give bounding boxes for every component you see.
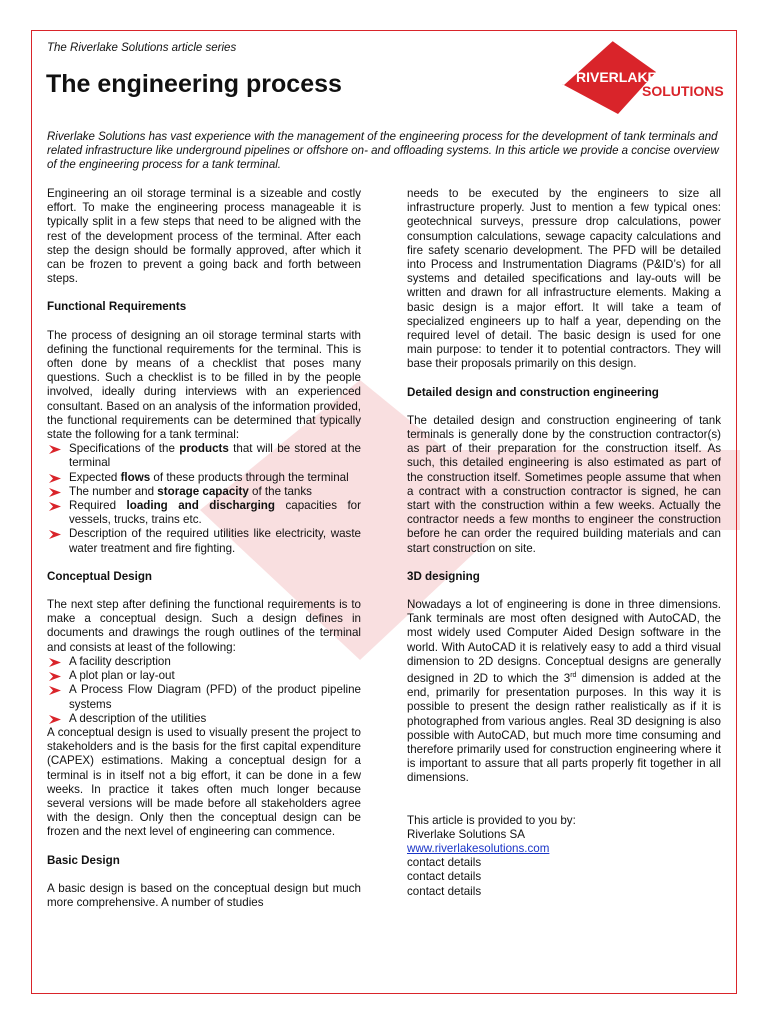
bullet-icon (49, 502, 61, 511)
contact-detail: contact details (407, 884, 482, 898)
heading-detailed-design: Detailed design and construction engineering (407, 385, 659, 399)
bullet-icon (49, 445, 61, 454)
website-link[interactable]: www.riverlakesolutions.com (407, 841, 550, 855)
intro-paragraph: Riverlake Solutions has vast experience with the management of the engineering process for the development of tank terminals and related infrastructure like underground pipelines or offshore on- and offloading systems. In this article we provide a concise overview of the engineering process for a tank terminal. (47, 131, 719, 171)
paragraph-detailed: The detailed design and construction engineering of tank terminals is generally done by the construction contractor(s) as part of their preparation for the construction itself. As such, this detailed engineering is also estimated as part of the construction itself. Sometimes people assume that when a contract with a construction contractor is signed, he can start with the construction within a few weeks. Actually the contractor needs a few months to engineer the construction before he can order the required building materials and can start construction on site. (407, 413, 721, 555)
heading-functional-requirements: Functional Requirements (47, 300, 187, 314)
functional-requirements-list (47, 442, 361, 556)
left-column (47, 187, 361, 924)
contact-detail: contact details (407, 856, 482, 870)
paragraph-basic-continued: needs to be executed by the engineers to size all infrastructure properly. Just to mention a few typical ones: geotechnical surveys, pressure drop calculations, power consumption calculations, sewage capacity calculations and fire safety scenario development. The PFD will be detailed into Process and Instrumentation Diagrams (P&ID’s) for all systems and detailed specifications and lay-outs will be written and drawn for all infrastructure elements. Making a basic design is a major effort. It will take a team of specialized engineers up to half a year, depending on the required level of detail. The basic design is used for one main purpose: to tender it to potential contractors. They will base their proposals primarily on this design. (407, 187, 721, 371)
right-column (407, 187, 721, 899)
bullet-icon (49, 686, 61, 695)
paragraph-conceptual: The next step after defining the functional requirements is to make a conceptual design. Such a design defines in documents and drawings the rough outlines of the terminal and consists at least of the following: (47, 598, 361, 654)
list-item: A Process Flow Diagram (PFD) of the product pipeline systems (47, 683, 361, 711)
bullet-icon (49, 474, 61, 483)
list-item: Required loading and discharging capacities for vessels, trucks, trains etc. (47, 499, 361, 527)
paragraph-conceptual-2: A conceptual design is used to visually present the project to stakeholders and is the basis for the first capital expenditure (CAPEX) estimations. Making a conceptual design for a terminal is in itself not a big effort, it can be done in a few weeks. In practice it takes often much longer because several versions will be made before all stakeholders agree with the design. Only then the conceptual design can be frozen and the next level of engineering can commence. (47, 725, 361, 839)
conceptual-design-list (47, 655, 361, 726)
bullet-icon (49, 658, 61, 667)
contact-block (407, 814, 721, 899)
list-item: A plot plan or lay-out (47, 669, 361, 683)
paragraph-functional: The process of designing an oil storage terminal starts with defining the functional requirements for the terminal. This is often done by means of a checklist that poses many questions. Such a checklist is to be filled in by the people involved, ideally during interviews with an experienced consultant. Based on an analysis of the information provided, the functional requirements can be determined that typically state the following for a tank terminal: (47, 328, 361, 442)
bullet-icon (49, 488, 61, 497)
list-item: Specifications of the products that will be stored at the terminal (47, 442, 361, 470)
bullet-icon (49, 715, 61, 724)
list-item: A facility description (47, 655, 361, 669)
article-series: The Riverlake Solutions article series (47, 42, 237, 54)
list-item: Description of the required utilities like electricity, waste water treatment and fire fighting. (47, 527, 361, 555)
heading-3d-designing: 3D designing (407, 569, 480, 583)
bullet-icon (49, 672, 61, 681)
paragraph-3d: Nowadays a lot of engineering is done in three dimensions. Tank terminals are most often designed with AutoCAD, the most widely used Computer Aided Design software in the world. With AutoCAD it is relatively easy to add a third visual dimension to 2D designs. Conceptual designs are generally designed in 2D to which the 3rd dimension is added at the end, primarily for presentation purposes. In this way it is possible to present the design rather realistically as if it is photographed from various angles. Real 3D designing is also possible with AutoCAD, but much more time consuming and therefore primarily used for construction engineering where it is important to assure that all parts properly fit together in all dimensions. (407, 598, 721, 785)
heading-conceptual-design: Conceptual Design (47, 569, 153, 583)
paragraph-basic: A basic design is based on the conceptual design but much more comprehensive. A number of studies (47, 881, 361, 909)
contact-detail: contact details (407, 870, 482, 884)
logo-text-2: SOLUTIONS (642, 83, 724, 99)
riverlake-logo (556, 36, 732, 116)
list-item: Expected flows of these products through the terminal (47, 471, 361, 485)
heading-basic-design: Basic Design (47, 853, 120, 867)
page-title: The engineering process (46, 70, 342, 98)
bullet-icon (49, 530, 61, 539)
list-item: A description of the utilities (47, 712, 361, 726)
paragraph-intro: Engineering an oil storage terminal is a sizeable and costly effort. To make the engineering process manageable it is typically split in a few steps that need to be aligned with the rest of the development process of the terminal. After each step the design should be formally approved, after which it can be frozen to prevent a going back and forth between steps. (47, 187, 361, 286)
contact-intro: This article is provided to you by: (407, 813, 576, 827)
logo-text-1: RIVERLAKE (576, 69, 657, 85)
list-item: The number and storage capacity of the tanks (47, 485, 361, 499)
company-name: Riverlake Solutions SA (407, 827, 525, 841)
